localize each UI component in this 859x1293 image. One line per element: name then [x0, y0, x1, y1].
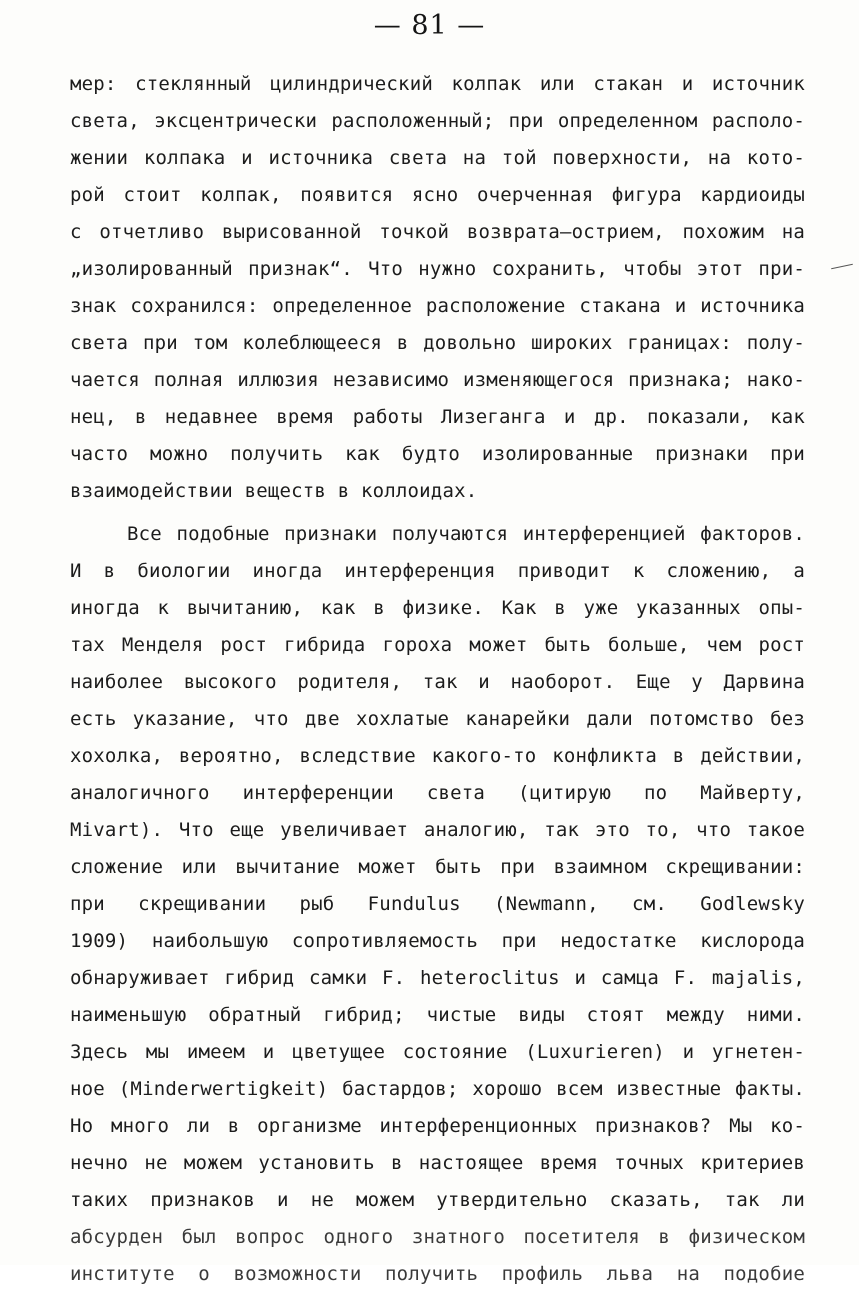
text-line: институте о возможности получить профиль льва на подобие	[70, 1263, 805, 1285]
text-line: света при том колеблющееся в довольно широких границах: полу-	[70, 332, 805, 354]
text-line: нец, в недавнее время работы Лизеганга и др. показали, как	[70, 406, 805, 428]
text-line: хохолка, вероятно, вследствие какого-то конфликта в действии,	[70, 745, 805, 767]
text-line: обнаруживает гибрид самки F. heteroclitus и самца F. majalis,	[70, 967, 805, 989]
text-line: Mivart). Что еще увеличивает аналогию, так это то, что такое	[70, 819, 805, 841]
text-line: ное (Minderwertigkeit) бастардов; хорошо всем известные факты.	[70, 1078, 805, 1100]
text-line: иногда к вычитанию, как в физике. Как в уже указанных опы-	[70, 597, 805, 619]
text-line: аналогичного интерференции света (цитирую по Майверту,	[70, 782, 805, 804]
text-line: при скрещивании рыб Fundulus (Newmann, см. Godlewsky	[70, 893, 805, 915]
text-line: мер: стеклянный цилиндрический колпак или стакан и источник	[70, 73, 805, 95]
text-line: рой стоит колпак, появится ясно очерченная фигура кардиоиды	[70, 184, 805, 206]
text-line: с отчетливо вырисованной точкой возврата—острием, похожим на	[70, 221, 805, 243]
text-line: сложение или вычитание может быть при взаимном скрещивании:	[70, 856, 805, 878]
text-line: „изолированный признак“. Что нужно сохранить, чтобы этот при-	[70, 258, 805, 280]
text-line: знак сохранился: определенное расположение стакана и источника	[70, 295, 805, 317]
text-line: Но много ли в организме интерференционных признаков? Мы ко-	[70, 1115, 805, 1137]
text-line: часто можно получить как будто изолированные признаки при	[70, 443, 805, 465]
text-line: Здесь мы имеем и цветущее состояние (Luxurieren) и угнетен-	[70, 1041, 805, 1063]
text-line: жении колпака и источника света на той поверхности, на кото-	[70, 147, 805, 169]
text-line: чается полная иллюзия независимо изменяющегося признака; нако-	[70, 369, 805, 391]
text-line: взаимодействии веществ в коллоидах.	[70, 480, 478, 502]
text-line: света, эксцентрически расположенный; при определенном располо-	[70, 110, 805, 132]
margin-pencil-mark	[831, 264, 853, 270]
text-line: тах Менделя рост гибрида гороха может быть больше, чем рост	[70, 634, 805, 656]
text-line: нечно не можем установить в настоящее время точных критериев	[70, 1152, 805, 1174]
page-number: — 81 —	[373, 10, 486, 41]
text-line: наименьшую обратный гибрид; чистые виды стоят между ними.	[70, 1004, 805, 1026]
text-line: наиболее высокого родителя, так и наоборот. Еще у Дарвина	[70, 671, 805, 693]
text-line: таких признаков и не можем утвердительно сказать, так ли	[70, 1189, 805, 1211]
body-text	[70, 66, 805, 1293]
text-line: 1909) наибольшую сопротивляемость при недостатке кислорода	[70, 930, 805, 952]
text-line: Все подобные признаки получаются интерференцией факторов.	[127, 523, 805, 545]
text-line: абсурден был вопрос одного знатного посетителя в физическом	[70, 1226, 805, 1248]
text-line: И в биологии иногда интерференция приводит к сложению, а	[70, 560, 805, 582]
text-line: есть указание, что две хохлатые канарейки дали потомство без	[70, 708, 805, 730]
